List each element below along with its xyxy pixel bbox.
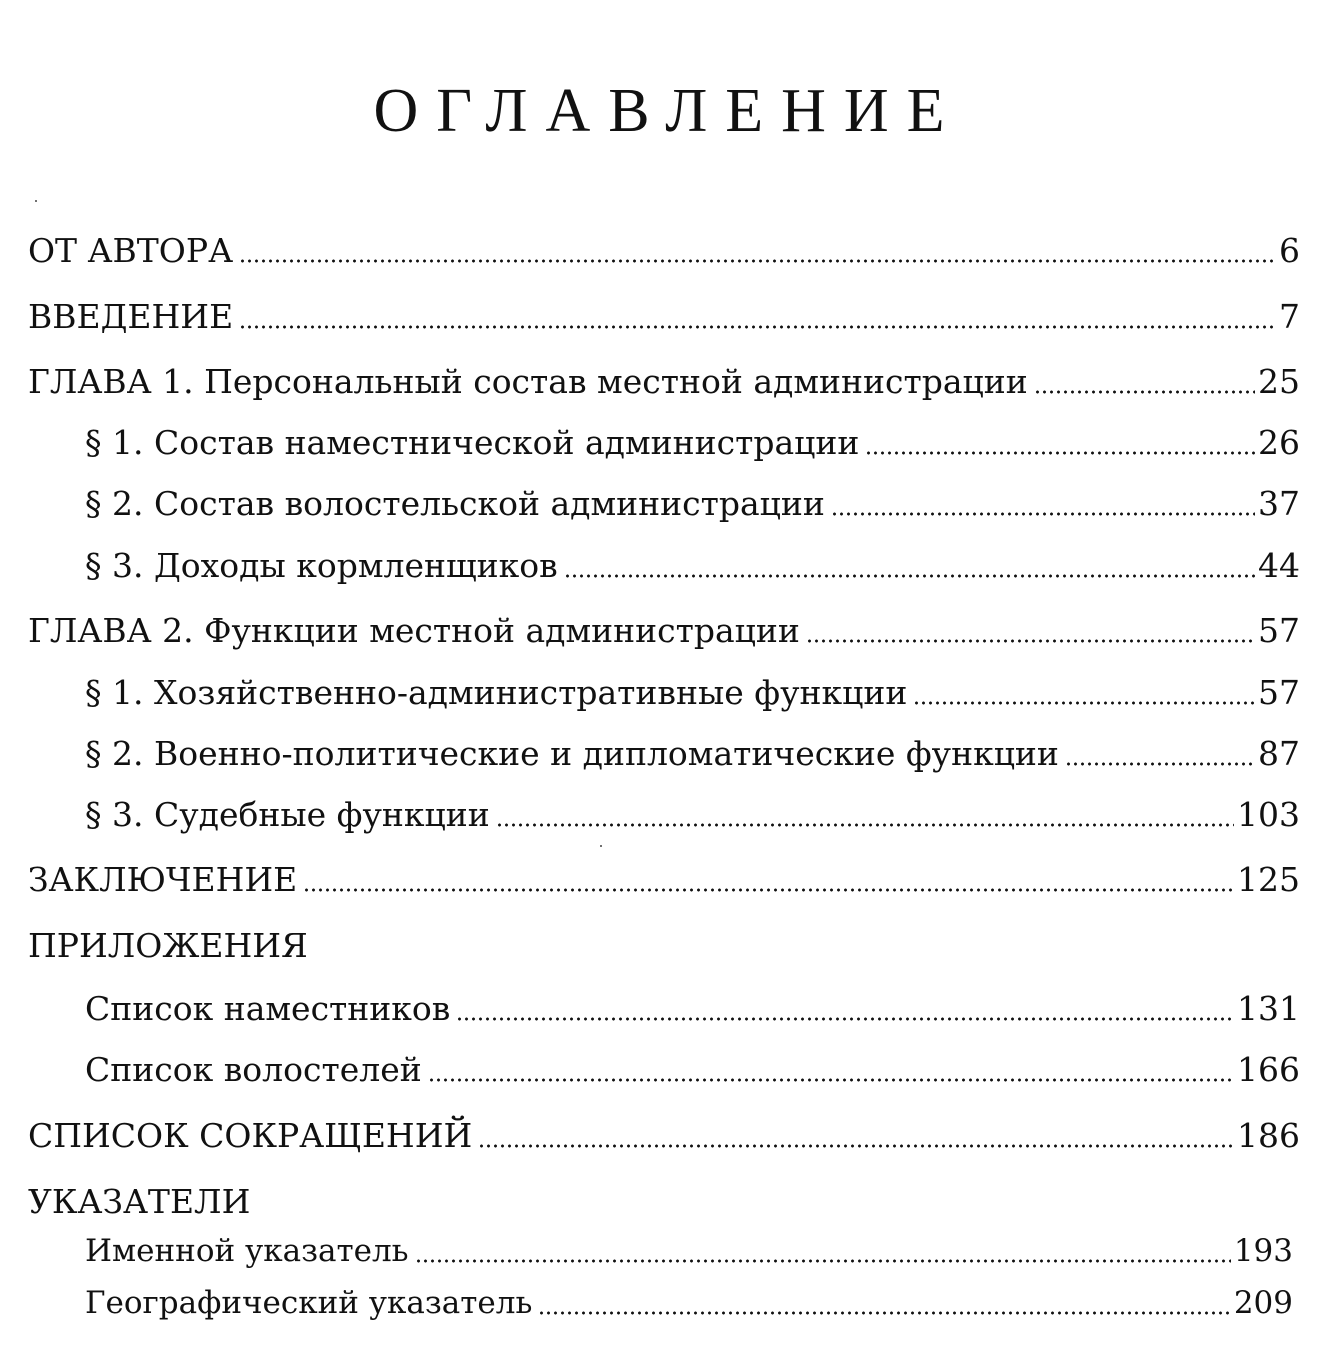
toc-entry-label: ЗАКЛЮЧЕНИЕ <box>28 860 298 899</box>
dot-leader <box>415 1259 1231 1263</box>
toc-entry-label: § 2. Военно-политические и дипломатические функции <box>85 734 1059 773</box>
toc-entry-from-author[interactable] <box>28 226 1300 276</box>
toc-entry-label: ГЛАВА 1. Персональный состав местной администрации <box>28 362 1028 401</box>
dot-leader <box>478 1144 1234 1148</box>
toc-entry-page: 44 <box>1258 546 1300 585</box>
page-title: ОГЛАВЛЕНИЕ <box>373 76 963 145</box>
toc-entry-introduction[interactable] <box>28 292 1300 342</box>
section-heading-indexes: УКАЗАТЕЛИ <box>28 1182 251 1221</box>
toc-entry-page: 7 <box>1279 297 1300 336</box>
toc-entry-ch1-section-3[interactable] <box>85 541 1300 591</box>
toc-entry-geo-index[interactable] <box>85 1278 1293 1328</box>
toc-entry-chapter-2[interactable] <box>28 606 1300 656</box>
toc-entry-appendix-volosteli[interactable] <box>85 1045 1300 1095</box>
toc-entry-chapter-1[interactable] <box>28 357 1300 407</box>
toc-entry-ch1-section-1[interactable] <box>85 418 1300 468</box>
toc-entry-label: § 3. Судебные функции <box>85 795 490 834</box>
dot-leader <box>303 888 1234 892</box>
toc-entry-label: § 1. Хозяйственно-административные функции <box>85 673 908 712</box>
toc-entry-appendix-namestniki[interactable] <box>85 984 1300 1034</box>
toc-entry-ch2-section-2[interactable] <box>85 729 1300 779</box>
dot-leader <box>913 701 1255 705</box>
toc-entry-label: § 1. Состав наместнической администрации <box>85 423 860 462</box>
toc-entry-page: 186 <box>1237 1116 1300 1155</box>
toc-entry-page: 26 <box>1258 423 1300 462</box>
toc-entry-label: Список наместников <box>85 989 451 1028</box>
toc-entry-page: 57 <box>1258 673 1300 712</box>
dot-leader <box>1034 390 1255 394</box>
toc-entry-page: 103 <box>1237 795 1300 834</box>
toc-entry-page: 193 <box>1233 1233 1293 1269</box>
toc-entry-label: § 3. Доходы кормленщиков <box>85 546 558 585</box>
dot-leader <box>831 512 1255 516</box>
toc-entry-page: 37 <box>1258 484 1300 523</box>
toc-entry-label: Список волостелей <box>85 1050 422 1089</box>
dot-leader <box>428 1078 1234 1082</box>
dot-leader <box>1065 762 1255 766</box>
toc-entry-label: Именной указатель <box>85 1233 409 1269</box>
toc-entry-ch1-section-2[interactable] <box>85 479 1300 529</box>
toc-entry-label: СПИСОК СОКРАЩЕНИЙ <box>28 1116 473 1155</box>
dot-leader <box>538 1311 1230 1315</box>
dot-leader <box>806 639 1255 643</box>
toc-entry-label: ВВЕДЕНИЕ <box>28 297 234 336</box>
toc-entry-label: ГЛАВА 2. Функции местной администрации <box>28 611 800 650</box>
dot-leader <box>456 1017 1234 1021</box>
dot-leader <box>564 574 1255 578</box>
section-heading-appendices: ПРИЛОЖЕНИЯ <box>28 926 308 965</box>
toc-entry-ch2-section-1[interactable] <box>85 668 1300 718</box>
toc-entry-page: 87 <box>1258 734 1300 773</box>
toc-entry-page: 131 <box>1237 989 1300 1028</box>
toc-entry-conclusion[interactable] <box>28 855 1300 905</box>
dot-leader <box>239 259 1276 263</box>
toc-entry-page: 209 <box>1233 1285 1293 1321</box>
toc-entry-label: Географический указатель <box>85 1285 533 1321</box>
scan-speck <box>35 200 37 202</box>
dot-leader <box>496 823 1234 827</box>
toc-entry-ch2-section-3[interactable] <box>85 790 1300 840</box>
toc-entry-page: 125 <box>1237 860 1300 899</box>
toc-entry-page: 25 <box>1258 362 1300 401</box>
toc-entry-label: ОТ АВТОРА <box>28 231 234 270</box>
toc-entry-name-index[interactable] <box>85 1226 1293 1276</box>
toc-entry-abbreviations[interactable] <box>28 1111 1300 1161</box>
toc-entry-page: 6 <box>1279 231 1300 270</box>
dot-leader <box>239 325 1276 329</box>
scan-speck <box>600 845 602 847</box>
toc-entry-page: 57 <box>1258 611 1300 650</box>
toc-entry-label: § 2. Состав волостельской администрации <box>85 484 825 523</box>
dot-leader <box>865 451 1255 455</box>
toc-entry-page: 166 <box>1237 1050 1300 1089</box>
